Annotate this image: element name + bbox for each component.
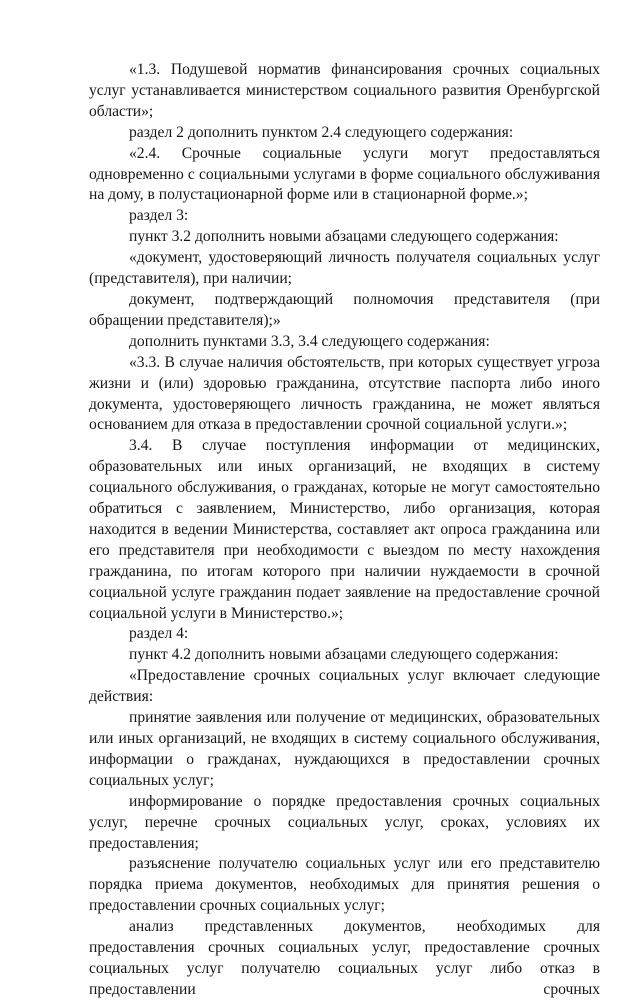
paragraph-identity-document: «документ, удостоверяющий личность получателя социальных услуг (представителя), при наличии; (89, 249, 600, 288)
document-body (89, 60, 600, 1001)
paragraph-1-3: «1.3. Подушевой норматив финансирования срочных социальных услуг устанавливается министерством социального развития Оренбургской области»; (89, 61, 600, 120)
paragraph-actions-intro: «Предоставление срочных социальных услуг включает следующие действия: (89, 667, 600, 706)
paragraph-action-informing: информирование о порядке предоставления срочных социальных услуг, перечне срочных социальных услуг, сроках, условиях их предоставления; (89, 792, 600, 852)
paragraph-3-3-3-4-intro: дополнить пунктами 3.3, 3.4 следующего содержания: (129, 332, 490, 350)
paragraph-action-receiving: принятие заявления или получение от медицинских, образовательных или иных организаций, не входящих в систему социального обслуживания, информации о гражданах, нуждающихся в предоставлении срочных социальных услуг; (89, 709, 600, 789)
paragraph-3-4: 3.4. В случае поступления информации от медицинских, образовательных или иных организаций, не входящих в систему социального обслуживания, о гражданах, которые не могут самостоятельно обратиться с заявлением, Министерство, либо организация, которая находится в ведении Министерства, составляет акт опроса гражданина или его представителя при необходимости с выездом по месту нахождения гражданина, по итогам которого при наличии нуждаемости в срочной социальной услуге гражданин подает заявление на предоставление срочной социальной услуги в Министерство.»; (89, 437, 600, 622)
paragraph-3-3: «3.3. В случае наличия обстоятельств, при которых существует угроза жизни и (или) здоровью гражданина, отсутствие паспорта либо иного документа, удостоверяющего личность гражданина, не может являться основанием для отказа в предоставлении срочной социальной услуги.»; (89, 353, 600, 434)
paragraph-section-3: раздел 3: (129, 207, 189, 225)
paragraph-2-4: «2.4. Срочные социальные услуги могут предоставляться одновременно с социальными услугами в форме социального обслуживания на дому, в полустационарной форме или в стационарной форме.»; (89, 144, 600, 204)
paragraph-action-analysis: анализ представленных документов, необходимых для предоставления срочных социальных услуг, предоставление срочных социальных услуг получателю социальных услуг либо отказ в предоставлении срочных (89, 918, 600, 998)
paragraph-section-2: раздел 2 дополнить пунктом 2.4 следующего содержания: (129, 123, 514, 141)
paragraph-4-2-intro: пункт 4.2 дополнить новыми абзацами следующего содержания: (129, 646, 559, 664)
paragraph-authority-document: документ, подтверждающий полномочия представителя (при обращении представителя);» (89, 290, 600, 329)
paragraph-3-2-intro: пункт 3.2 дополнить новыми абзацами следующего содержания: (129, 228, 559, 246)
paragraph-action-explaining: разъяснение получателю социальных услуг или его представителю порядка приема документов, необходимых для принятия решения о предоставлении срочных социальных услуг; (89, 855, 600, 915)
paragraph-section-4: раздел 4: (129, 625, 189, 643)
